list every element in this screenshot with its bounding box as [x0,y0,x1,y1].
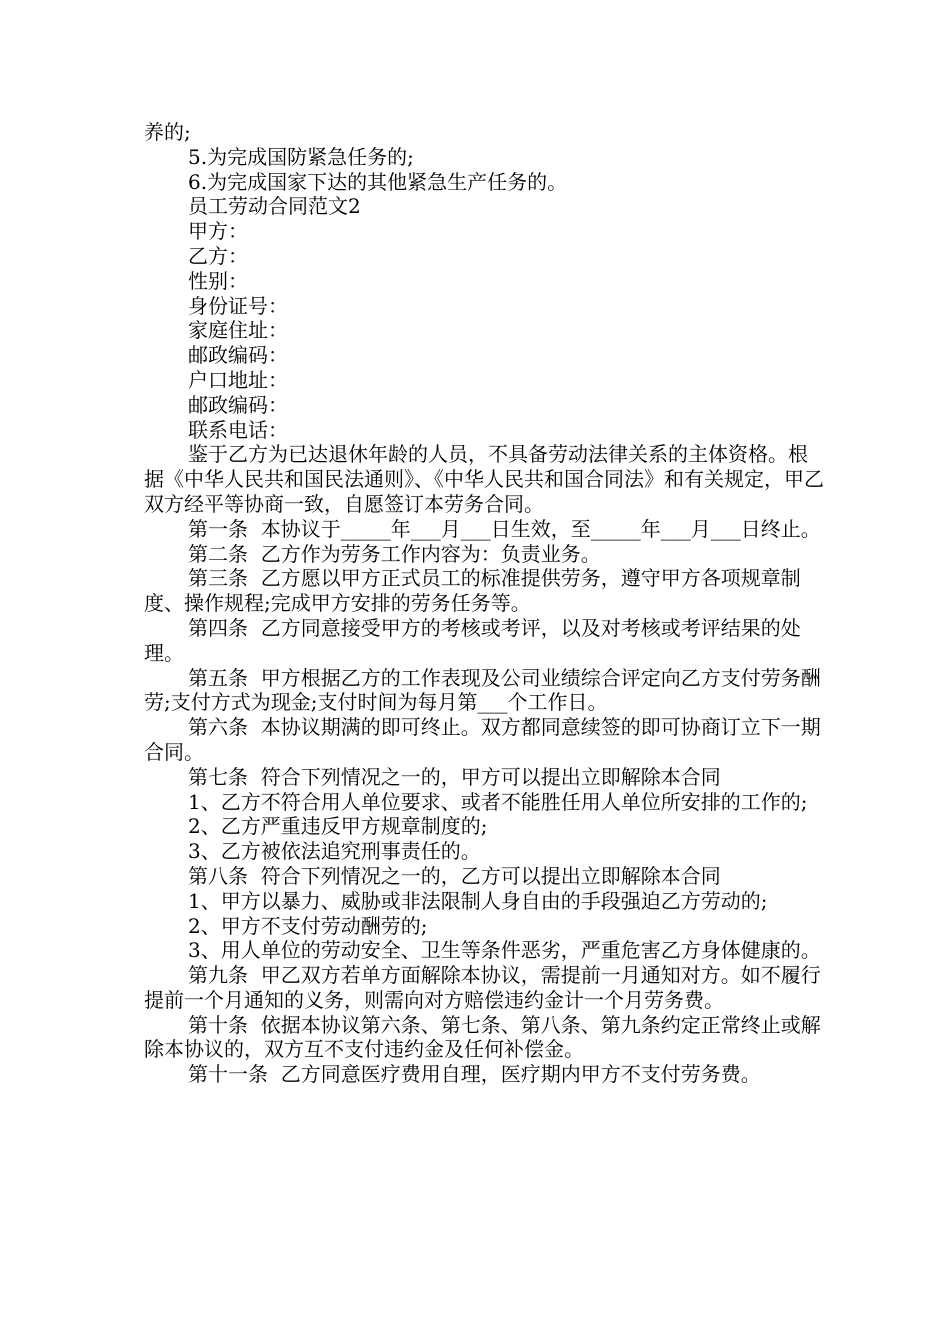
paragraph: 户口地址： [188,367,288,392]
document-body [144,120,824,1087]
paragraph: 第五条 甲方根据乙方的工作表现及公司业绩综合评定向乙方支付劳务酬劳;支付方式为现金;支付时间为每月第___个工作日。 [144,665,821,715]
paragraph: 第三条 乙方愿以甲方正式员工的标准提供劳务，遵守甲方各项规章制度、操作规程;完成甲方安排的劳务任务等。 [144,566,801,616]
paragraph: 第十条 依据本协议第六条、第七条、第八条、第九条约定正常终止或解除本协议的，双方互不支付违约金及任何补偿金。 [144,1012,821,1062]
paragraph: 1、乙方不符合用人单位要求、或者不能胜任用人单位所安排的工作的; [188,789,808,814]
paragraph: 第六条 本协议期满的即可终止。双方都同意续签的即可协商订立下一期合同。 [144,715,821,764]
paragraph: 养的; [144,120,191,144]
paragraph: 2、乙方严重违反甲方规章制度的; [188,814,488,839]
paragraph: 3、乙方被依法追究刑事责任的。 [188,839,481,864]
paragraph: 家庭住址： [188,318,288,343]
paragraph: 6.为完成国家下达的其他紧急生产任务的。 [188,169,568,194]
paragraph: 5.为完成国防紧急任务的; [188,144,414,169]
paragraph: 第九条 甲乙双方若单方面解除本协议，需提前一月通知对方。如不履行提前一个月通知的义务，则需向对方赔偿违约金计一个月劳务费。 [144,963,821,1012]
paragraph: 第二条 乙方作为劳务工作内容为：负责业务。 [188,541,601,566]
paragraph: 第四条 乙方同意接受甲方的考核或考评，以及对考核或考评结果的处理。 [144,615,801,665]
paragraph: 第七条 符合下列情况之一的，甲方可以提出立即解除本合同 [188,764,721,789]
paragraph: 乙方： [188,243,248,268]
paragraph: 邮政编码： [188,343,288,368]
paragraph: 性别： [188,268,248,293]
paragraph: 1、甲方以暴力、威胁或非法限制人身自由的手段强迫乙方劳动的; [188,888,768,913]
paragraph: 甲方： [188,219,248,244]
paragraph: 2、甲方不支付劳动酬劳的; [188,913,428,938]
paragraph: 第十一条 乙方同意医疗费用自理，医疗期内甲方不支付劳务费。 [188,1062,761,1087]
paragraph: 第八条 符合下列情况之一的，乙方可以提出立即解除本合同 [188,863,721,888]
paragraph: 第一条 本协议于_____年___月___日生效，至_____年___月___日终止。 [188,516,821,541]
paragraph: 联系电话： [188,417,288,442]
paragraph: 员工劳动合同范文2 [188,194,361,219]
paragraph: 鉴于乙方为已达退休年龄的人员，不具备劳动法律关系的主体资格。根据《中华人民共和国民法通则》、《中华人民共和国合同法》和有关规定，甲乙双方经平等协商一致，自愿签订本劳务合同。 [144,442,824,516]
paragraph: 身份证号： [188,293,288,318]
paragraph: 邮政编码： [188,392,288,417]
paragraph: 3、用人单位的劳动安全、卫生等条件恶劣，严重危害乙方身体健康的。 [188,938,821,963]
